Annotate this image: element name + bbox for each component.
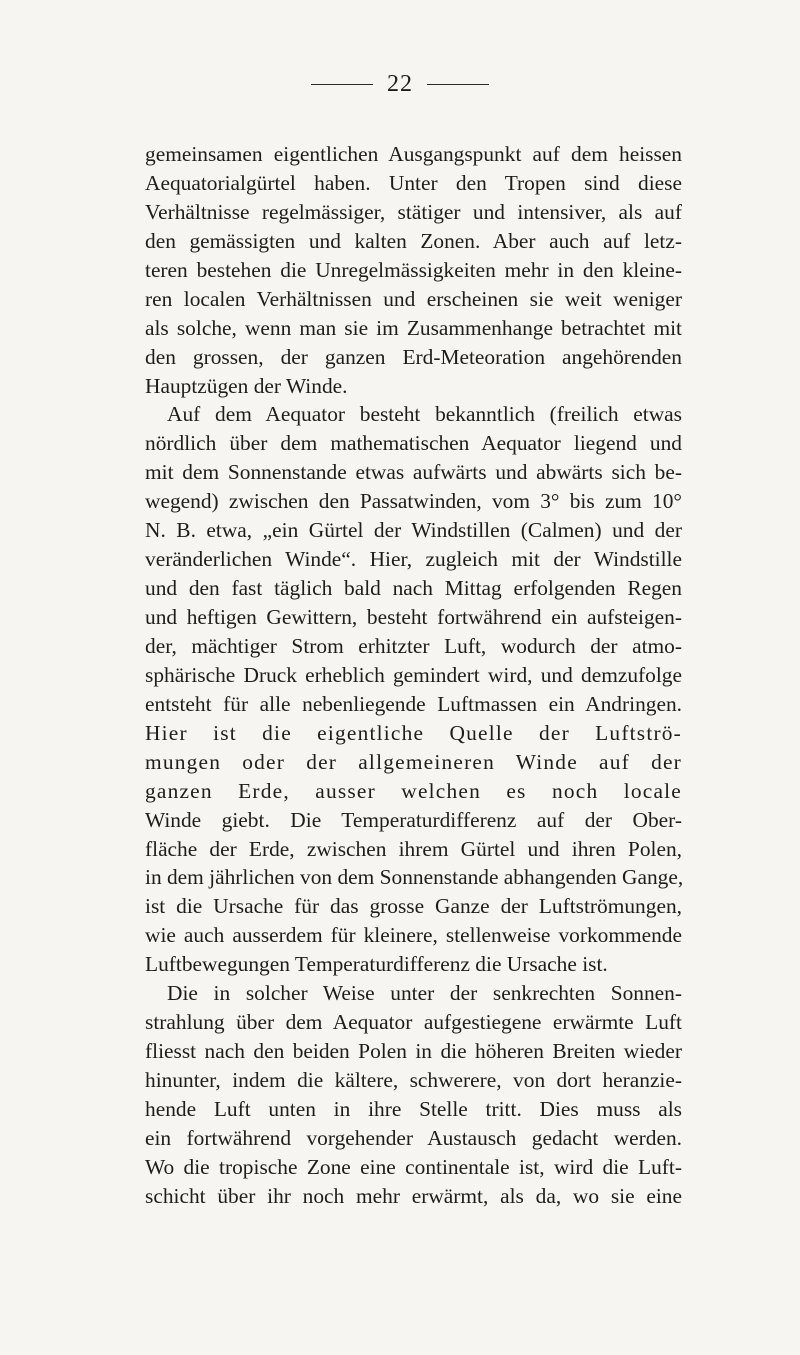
text-line-emphasis: Hier ist die eigentliche Quelle der Luftströ- bbox=[145, 720, 682, 745]
text-line: N. B. etwa, „ein Gürtel der Windstillen (Calmen) und der bbox=[145, 518, 682, 543]
text-line: wie auch ausserdem für kleinere, stellenweise vorkommende bbox=[145, 923, 682, 948]
text-line: Wo die tropische Zone eine continentale ist, wird die Luft- bbox=[145, 1154, 682, 1179]
text-line: den grossen, der ganzen Erd-Meteoration angehörenden bbox=[145, 344, 682, 369]
text-line-emphasis: mungen oder der allgemeineren Winde auf der bbox=[145, 749, 682, 774]
text-line: fläche der Erde, zwischen ihrem Gürtel und ihren Polen, bbox=[145, 836, 682, 861]
text-line: hinunter, indem die kältere, schwerere, von dort heranzie- bbox=[145, 1068, 682, 1092]
text-line: ein fortwährend vorgehender Austausch gedacht werden. bbox=[145, 1125, 682, 1150]
text-line: Hauptzügen der Winde. bbox=[145, 373, 348, 398]
text-line: strahlung über dem Aequator aufgestiegene erwärmte Luft bbox=[145, 1010, 682, 1035]
text-line: Auf dem Aequator besteht bekanntlich (freilich etwas bbox=[167, 402, 682, 427]
text-line: fliesst nach den beiden Polen in die höheren Breiten wieder bbox=[145, 1039, 682, 1064]
text-line: der, mächtiger Strom erhitzter Luft, wodurch der atmo- bbox=[145, 633, 682, 658]
text-line: teren bestehen die Unregelmässigkeiten mehr in den kleine- bbox=[145, 257, 682, 282]
text-line: entsteht für alle nebenliegende Luftmassen ein Andringen. bbox=[145, 691, 682, 716]
text-line: hende Luft unten in ihre Stelle tritt. Dies muss als bbox=[145, 1096, 682, 1121]
body-text bbox=[145, 140, 682, 1211]
text-line: Aequatorialgürtel haben. Unter den Tropen sind diese bbox=[145, 170, 682, 195]
text-line: ren localen Verhältnissen und erscheinen sie weit weniger bbox=[145, 286, 682, 311]
text-line: in dem jährlichen von dem Sonnenstande abhangenden Gange, bbox=[145, 865, 684, 890]
text-line: als solche, wenn man sie im Zusammenhange betrachtet mit bbox=[145, 315, 682, 340]
text-line: sphärische Druck erheblich gemindert wird, und demzufolge bbox=[145, 662, 682, 687]
text-line: und den fast täglich bald nach Mittag erfolgenden Regen bbox=[145, 576, 682, 601]
text-line: gemeinsamen eigentlichen Ausgangspunkt auf dem heissen bbox=[145, 142, 682, 166]
header-rule-right bbox=[427, 84, 489, 85]
text-line: den gemässigten und kalten Zonen. Aber auch auf letz- bbox=[145, 228, 682, 253]
text-line: Luftbewegungen Temperaturdifferenz die Ursache ist. bbox=[145, 952, 608, 977]
header-rule-left bbox=[311, 84, 373, 85]
text-line: Die in solcher Weise unter der senkrechten Sonnen- bbox=[167, 981, 682, 1006]
text-line: veränderlichen Winde“. Hier, zugleich mit der Windstille bbox=[145, 547, 682, 572]
text-line: und heftigen Gewittern, besteht fortwährend ein aufsteigen- bbox=[145, 605, 682, 629]
text-line: schicht über ihr noch mehr erwärmt, als da, wo sie eine bbox=[145, 1183, 682, 1208]
page-number: 22 bbox=[387, 71, 413, 97]
text-line: nördlich über dem mathematischen Aequator liegend und bbox=[145, 431, 682, 456]
text-line: wegend) zwischen den Passatwinden, vom 3° bis zum 10° bbox=[145, 489, 682, 514]
page-header bbox=[0, 72, 800, 96]
text-line: ist die Ursache für das grosse Ganze der Luftströmungen, bbox=[145, 894, 682, 919]
text-line: Verhältnisse regelmässiger, stätiger und intensiver, als auf bbox=[145, 199, 682, 224]
text-line: Winde giebt. Die Temperaturdifferenz auf der Ober- bbox=[145, 807, 682, 832]
text-line-emphasis: ganzen Erde, ausser welchen es noch locale bbox=[145, 778, 682, 803]
text-line: mit dem Sonnenstande etwas aufwärts und abwärts sich be- bbox=[145, 460, 682, 485]
